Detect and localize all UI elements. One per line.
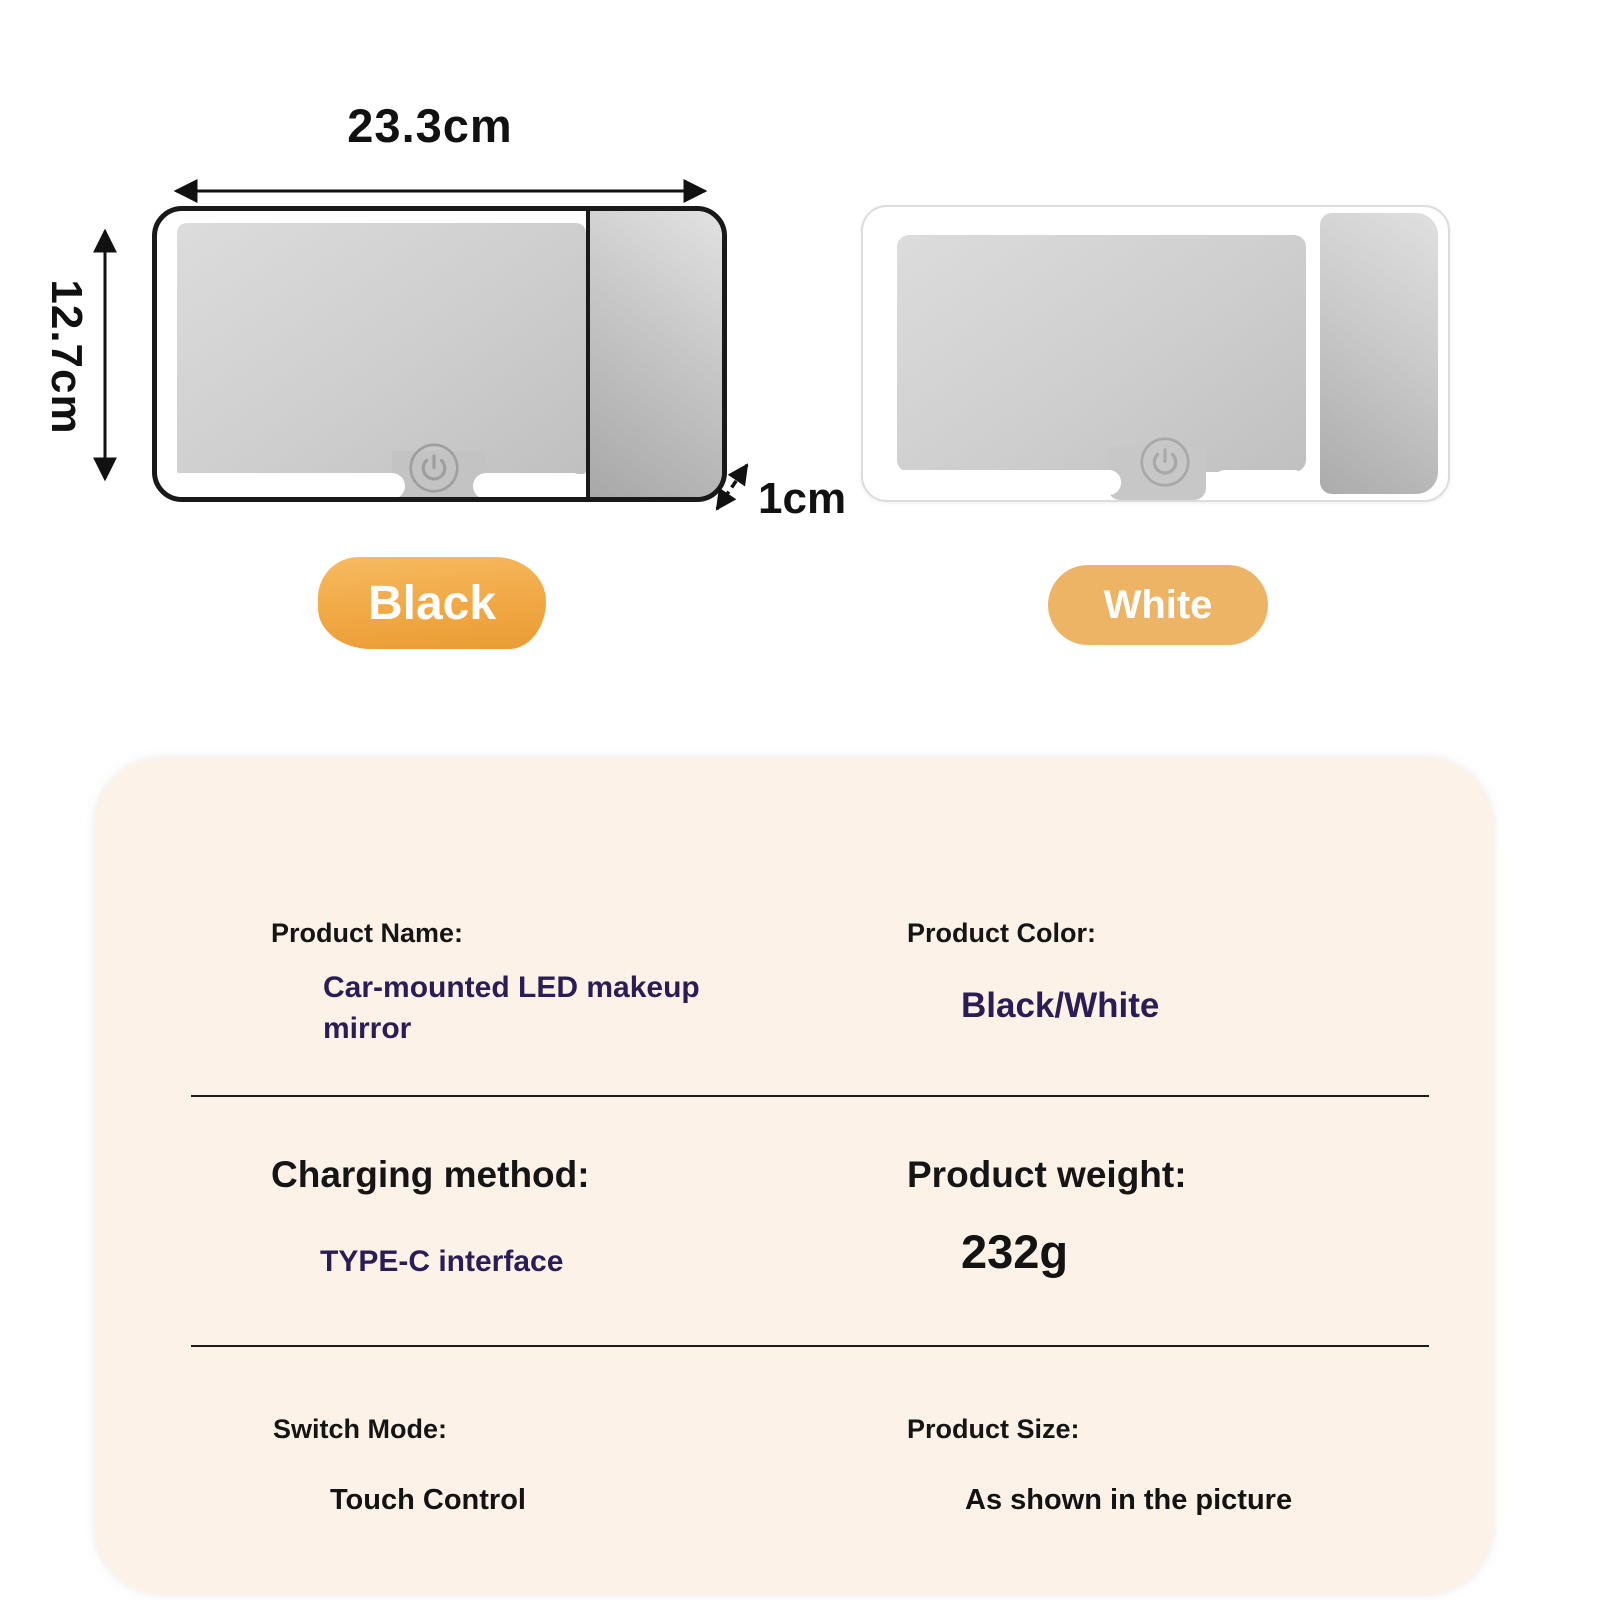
spec-value-switch-mode: Touch Control	[330, 1484, 526, 1516]
variant-label: Black	[367, 576, 497, 630]
led-strip	[473, 473, 586, 499]
power-icon	[408, 442, 460, 494]
spec-value-product-weight: 232g	[961, 1225, 1069, 1278]
depth-arrow-icon	[703, 452, 759, 522]
black-mirror-image	[152, 206, 727, 502]
white-mirror-image	[861, 205, 1450, 502]
width-dimension-label: 23.3cm	[347, 99, 513, 152]
height-dimension-label: 12.7cm	[42, 279, 91, 435]
spec-label-charging-method: Charging method:	[271, 1154, 590, 1195]
product-images-section	[0, 0, 1600, 740]
spec-value-charging-method: TYPE-C interface	[320, 1245, 564, 1278]
led-strip	[889, 470, 1121, 495]
variant-badge-black	[318, 557, 546, 649]
divider	[191, 1095, 1429, 1097]
variant-badge-white	[1048, 565, 1268, 645]
spec-value-product-size: As shown in the picture	[965, 1484, 1293, 1516]
led-strip	[163, 473, 405, 499]
height-arrow-icon	[92, 213, 118, 497]
spec-label-product-color: Product Color:	[907, 918, 1096, 948]
black-mirror-glass	[177, 223, 586, 474]
width-arrow-icon	[158, 178, 723, 204]
depth-dimension-label: 1cm	[758, 474, 847, 523]
white-mirror-glass	[897, 235, 1306, 472]
led-strip	[1213, 470, 1306, 495]
power-icon	[1139, 436, 1191, 488]
variant-label: White	[1103, 582, 1213, 627]
white-mirror-side-panel	[1320, 213, 1438, 494]
spec-label-product-weight: Product weight:	[907, 1154, 1187, 1195]
spec-value-product-color: Black/White	[961, 986, 1160, 1025]
spec-card	[95, 758, 1493, 1594]
divider	[191, 1345, 1429, 1347]
spec-label-product-size: Product Size:	[907, 1414, 1080, 1444]
spec-value-product-name: Car-mounted LED makeup mirror	[323, 971, 700, 1045]
spec-label-product-name: Product Name:	[271, 918, 464, 948]
spec-label-switch-mode: Switch Mode:	[273, 1414, 447, 1444]
